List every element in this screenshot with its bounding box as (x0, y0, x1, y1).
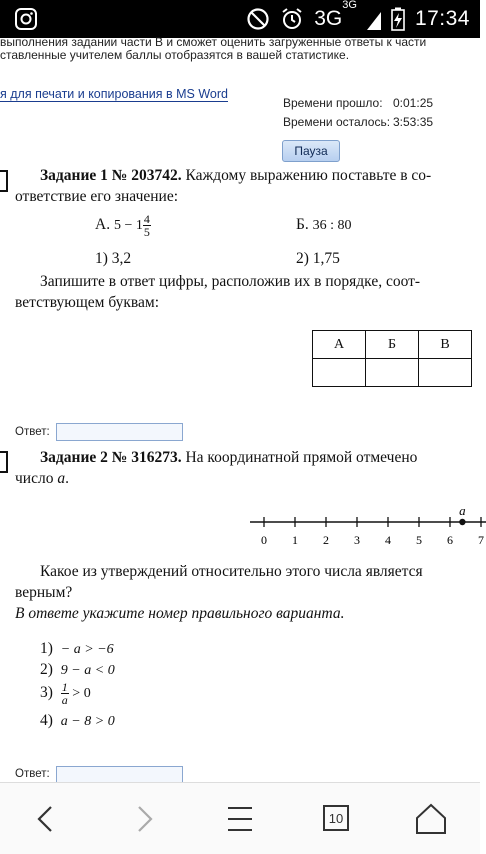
option-3-expr-rest: > 0 (68, 686, 91, 702)
info-line-1: выполнения задании части В и сможет оценить загруженные ответы к части (0, 35, 427, 49)
task2-option-2 (40, 661, 115, 679)
tick-label: 0 (261, 533, 267, 547)
task1-option-2: 2) 1,75 (296, 250, 340, 267)
frac-num: 4 (143, 212, 150, 226)
do-not-disturb-icon (246, 7, 270, 31)
timer-remaining-label: Времени осталось: (283, 115, 391, 129)
timer-remaining-value: 3:53:35 (393, 115, 434, 129)
task2-hint: В ответе укажите номер правильного варианта. (15, 605, 345, 622)
option-4-expr: a − 8 > 0 (60, 714, 115, 729)
task1-checkbox[interactable] (0, 170, 8, 192)
task2-option-4 (40, 712, 115, 730)
option-4-num: 4) (40, 712, 53, 729)
task2-l2-pre: число (15, 470, 58, 487)
table-cell-c[interactable] (419, 359, 472, 387)
table-header-b: Б (366, 331, 419, 359)
menu-icon[interactable] (222, 801, 258, 837)
task1-line1 (15, 165, 485, 186)
task2-line2 (15, 468, 485, 489)
task1-answer-input[interactable] (56, 423, 183, 441)
timer-remaining (283, 115, 434, 129)
option-2-expr: 9 − a < 0 (60, 663, 115, 678)
tick-label: 2 (323, 533, 329, 547)
forward-icon[interactable] (126, 801, 162, 837)
signal-icon (367, 8, 381, 30)
expr-b-value: 36 : 80 (312, 218, 352, 233)
pause-button[interactable]: Пауза (282, 140, 340, 162)
option-3-fraction (61, 681, 69, 706)
instagram-icon (14, 7, 38, 31)
task1-instr-line2: ветствующем буквам: (15, 294, 160, 311)
task2-text (15, 447, 485, 489)
task1-expr-b (296, 216, 352, 234)
task1-text-l1: Каждому выражению поставьте в со- (181, 167, 432, 184)
task2-answer-label: Ответ: (15, 768, 50, 780)
alarm-icon (280, 7, 304, 31)
task2-question (15, 561, 485, 624)
task2-l2-post: . (65, 470, 69, 487)
task2-option-1 (40, 640, 114, 658)
number-line (246, 500, 486, 550)
option-3-num: 3) (40, 684, 53, 702)
network-type: $3G^{3G}$ (314, 0, 357, 30)
tick-label: 5 (416, 533, 422, 547)
info-text (0, 36, 426, 62)
tick-label: 6 (447, 533, 453, 547)
task2-text-l1: На координатной прямой отмечено (181, 449, 418, 466)
option-3-frac-den: a (61, 693, 68, 707)
table-cell-b[interactable] (366, 359, 419, 387)
tick-label: 4 (385, 533, 391, 547)
option-3-frac-num: 1 (61, 680, 68, 694)
clock: 17:34 (414, 7, 470, 30)
print-version-link[interactable]: я для печати и копирования в MS Word (0, 87, 228, 101)
table-cell-a[interactable] (313, 359, 366, 387)
tabs-button[interactable] (318, 801, 356, 837)
task1-instructions (15, 271, 485, 313)
tick-label: 1 (292, 533, 298, 547)
task2-line1 (15, 447, 485, 468)
task2-checkbox[interactable] (0, 451, 8, 473)
timer-elapsed-value: 0:01:25 (393, 96, 434, 110)
back-icon[interactable] (28, 801, 64, 837)
task2-q-line1: Какое из утверждений относительно этого числа является (40, 563, 423, 580)
table-header-a: А (313, 331, 366, 359)
task1-option-1: 1) 3,2 (95, 250, 132, 267)
expr-a-int: 5 − 1 (113, 218, 143, 234)
task1-expr-a (95, 213, 151, 238)
task1-answer-table (312, 330, 472, 387)
number-line-point (459, 519, 465, 525)
option-2-num: 2) (40, 661, 53, 678)
table-header-c: В (419, 331, 472, 359)
option-1-num: 1) (40, 640, 53, 657)
home-icon[interactable] (413, 801, 449, 837)
timer-elapsed (283, 96, 434, 110)
task1-instr-line1: Запишите в ответ цифры, расположив их в порядке, соот- (40, 273, 421, 290)
task2-q-line2: верным? (15, 584, 73, 601)
task1-answer-label: Ответ: (15, 426, 50, 438)
browser-nav-bar (0, 782, 480, 854)
frac-den: 5 (143, 225, 150, 239)
tick-label: 7 (478, 533, 484, 547)
tabs-count: 10 (328, 811, 344, 826)
task1-line2: ответствие его значение: (15, 188, 179, 205)
page-content (0, 35, 484, 782)
task1-text (15, 165, 485, 207)
number-line-point-label: a (459, 503, 466, 518)
expr-a-fraction (143, 213, 151, 238)
info-line-2: ставленные учителем баллы отобразятся в вашей статистике. (0, 48, 350, 62)
tick-label: 3 (354, 533, 360, 547)
expr-b-label: Б. (296, 216, 309, 233)
expr-a-label: А. (95, 216, 111, 234)
task1-title: Задание 1 № 203742. (40, 167, 182, 184)
timer-elapsed-label: Времени прошло: (283, 96, 383, 110)
status-bar (0, 0, 480, 38)
task2-l2-var: a (57, 470, 66, 487)
task2-option-3 (40, 681, 91, 706)
battery-charging-icon (391, 7, 405, 31)
option-1-expr: − a > −6 (60, 642, 114, 657)
task2-title: Задание 2 № 316273. (40, 449, 182, 466)
